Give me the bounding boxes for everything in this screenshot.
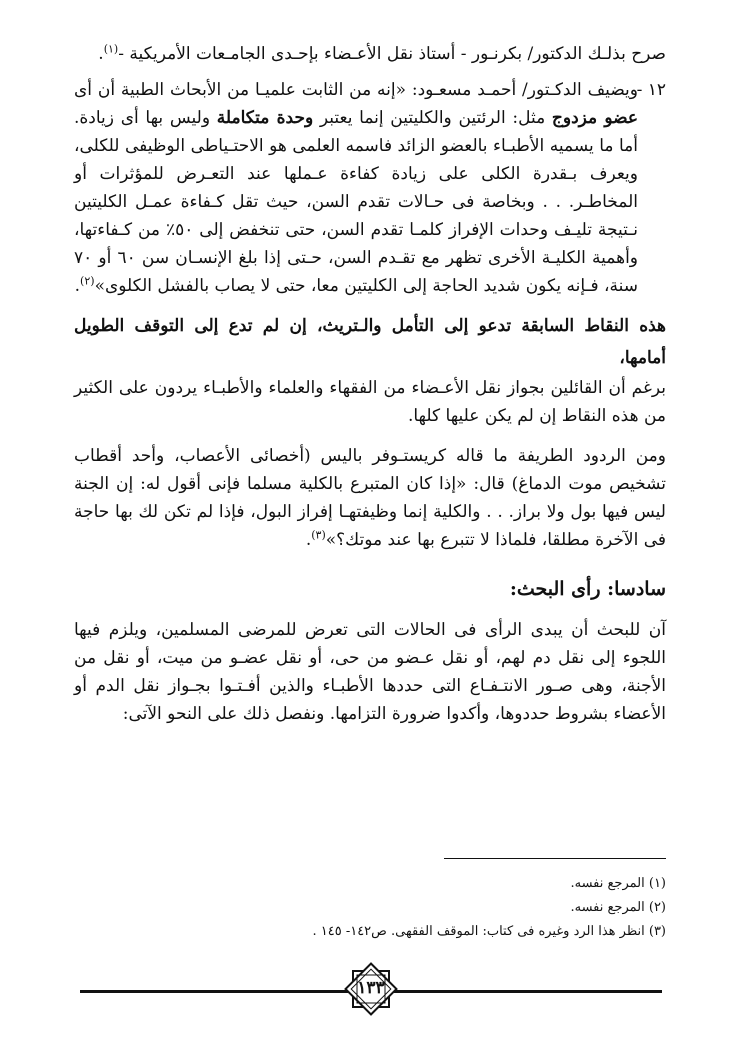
section-heading: سادسا: رأى البحث: — [509, 578, 666, 600]
page-number: ١٣٣ — [357, 978, 385, 998]
folio-rule-right — [394, 990, 662, 993]
item-12-part-3: وليس بها أى زيادة. أما ما يسميه الأطبـاء بالعضو الزائد فاسمه العلمى هو الاحتـياطى الوظيفى للكلى، ويعرف بـقدرة الكلى على زيادة كفاءة عـملها عند التعـرض للمؤثرات أو المخاطـر. . . وبخاصة فى حـالات تقدم السن، حيث تقل كـفاءة عمـل الكليتين نـتيجة تليـف وحدات الإفراز كلمـا تقدم السن، حتى تنخفض إلى ٥٠٪ من كـفاءتها، وأهمية الكليـة الأخرى تظهر مع تقـدم السن، حـتى إذا بلغ الإنسـان سن ٦٠ أو ٧٠ سنة، فـإنه يكون شديد الحاجة إلى الكليتين معا، حتى لا يصاب بالفشل الكلوى» — [74, 108, 639, 296]
page-body — [74, 40, 666, 728]
folio-rule-left — [80, 990, 348, 993]
continuation-end: . — [98, 44, 104, 64]
footnote-ref-2[interactable]: (٢) — [80, 274, 95, 288]
item-12-bold-2: وحدة متكاملة — [216, 108, 314, 128]
item-12-text — [74, 76, 638, 300]
footnote-divider — [444, 858, 666, 859]
item-12-bold-1: عضو مزدوج — [551, 108, 639, 128]
responses-paragraph — [74, 442, 666, 554]
continuation-paragraph — [74, 40, 666, 68]
numbered-item-12 — [74, 76, 666, 300]
footnote-3: (٣) انظر هذا الرد وغيره فى كتاب: الموقف الفقهى. ص١٤٢- ١٤٥ . — [312, 924, 666, 939]
continuation-text: صرح بذلـك الدكتور/ بكرنـور - أستاذ نقل الأعـضاء بإحـدى الجامـعات الأمريكية - — [118, 44, 666, 64]
footnote-2: (٢) المرجع نفسه. — [570, 900, 666, 915]
footnote-ref-3[interactable]: (٣) — [311, 528, 326, 542]
points-paragraph: برغم أن القائلين بجواز نقل الأعـضاء من الفقهاء والعلماء والأطبـاء يردون على الكثير من هذه النقاط إن لم يكن عليها كلها. — [74, 378, 666, 426]
footnote-1: (١) المرجع نفسه. — [570, 876, 666, 891]
footnotes — [74, 872, 666, 944]
responses-end: . — [305, 530, 312, 550]
page-number-ornament — [340, 958, 402, 1020]
section-paragraph: آن للبحث أن يبدى الرأى فى الحالات التى تعرض للمرضى المسلمين، ويلزم فيها اللجوء إلى نقل دم لهم، أو نقل عـضو من حى، أو نقل عضـو من ميت، أو نقل من الأجنة، وهى صـور الانتـفـاع التى حددها الأطبـاء والذين أفـتـوا بجـواز نقل الدم أو الأعضاء بشروط حددوها، وأكدوا ضرورة التزامها. ونفصل ذلك على النحو الآتى: — [74, 620, 666, 724]
responses-text: ومن الردود الطريفة ما قاله كريستـوفر باليس (أخصائى الأعصاب، وأحد أقطاب تشخيص موت الدماغ) قال: «إذا كان المتبرع بالكلية مسلما فإنى أقول له: إن الجنة ليس فيها بول ولا براز. . . والكلية إنما وظيفتهـا إفراز البول، فإذا لم تكن لك بها حاجة فى الآخرة مطلقا، فلماذا لا تتبرع بها عند موتك؟» — [74, 446, 666, 550]
item-12-part-1: ويضيف الدكـتور/ أحمـد مسعـود: «إنه من الثابت علميـا من الأبحاث الطبية أن أى — [74, 80, 638, 100]
points-bold-lead: هذه النقاط السابقة تدعو إلى التأمل والـتريث، إن لم تدع إلى التوقف الطويل أمامها، — [74, 316, 666, 368]
item-12-part-2: مثل: الرئتين والكليتين إنما يعتبر — [319, 108, 546, 128]
item-number: ١٢ - — [636, 80, 666, 100]
footnote-ref-1[interactable]: (١) — [103, 42, 119, 56]
item-12-end: . — [74, 276, 81, 296]
spacer — [74, 430, 666, 442]
